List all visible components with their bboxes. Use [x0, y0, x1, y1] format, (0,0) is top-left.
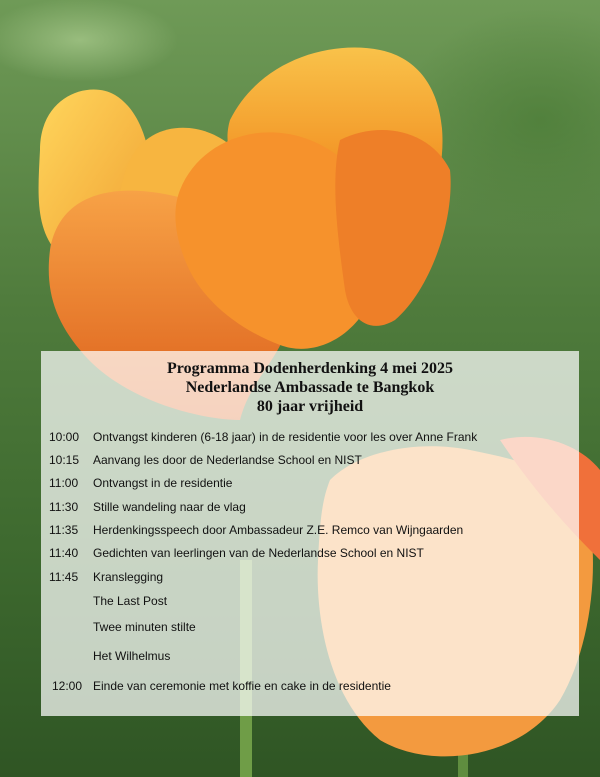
- schedule-time: 10:15: [49, 453, 80, 467]
- schedule-row: [41, 521, 579, 539]
- schedule-item: Kranslegging: [93, 570, 164, 584]
- schedule-item: Het Wilhelmus: [93, 649, 171, 663]
- program-heading: [41, 359, 579, 416]
- schedule-row: [41, 568, 579, 586]
- schedule-row: [41, 592, 579, 610]
- schedule-item: Stille wandeling naar de vlag: [93, 500, 246, 514]
- schedule-time: 11:35: [49, 523, 79, 537]
- schedule-time: 11:40: [49, 546, 79, 560]
- schedule-row: [41, 474, 579, 492]
- schedule-row: [41, 618, 579, 636]
- schedule-row: [41, 451, 579, 469]
- schedule-row: [41, 677, 579, 695]
- schedule-time: 11:00: [49, 476, 79, 490]
- schedule-item: Ontvangst kinderen (6-18 jaar) in de residentie voor les over Anne Frank: [93, 430, 478, 444]
- schedule-item: Gedichten van leerlingen van de Nederlandse School en NIST: [93, 546, 424, 560]
- schedule-time: 11:45: [49, 570, 79, 584]
- schedule-item: Twee minuten stilte: [93, 620, 196, 634]
- heading-line-3: 80 jaar vrijheid: [256, 398, 364, 415]
- heading-line-1: Programma Dodenherdenking 4 mei 2025: [167, 360, 453, 377]
- schedule-item: Ontvangst in de residentie: [93, 476, 233, 490]
- program-panel: [41, 351, 579, 716]
- schedule-time: 11:30: [49, 500, 79, 514]
- heading-line-2: Nederlandse Ambassade te Bangkok: [185, 379, 435, 396]
- schedule-row: [41, 498, 579, 516]
- schedule-time: 12:00: [52, 679, 83, 693]
- schedule-time: 10:00: [49, 430, 80, 444]
- schedule-row: [41, 544, 579, 562]
- schedule-row: [41, 647, 579, 665]
- schedule-item: Herdenkingsspeech door Ambassadeur Z.E. Remco van Wijngaarden: [93, 523, 464, 537]
- schedule-item: Einde van ceremonie met koffie en cake in de residentie: [93, 679, 391, 693]
- schedule-row: [41, 428, 579, 446]
- schedule-item: Aanvang les door de Nederlandse School en NIST: [93, 453, 362, 467]
- schedule-item: The Last Post: [93, 594, 168, 608]
